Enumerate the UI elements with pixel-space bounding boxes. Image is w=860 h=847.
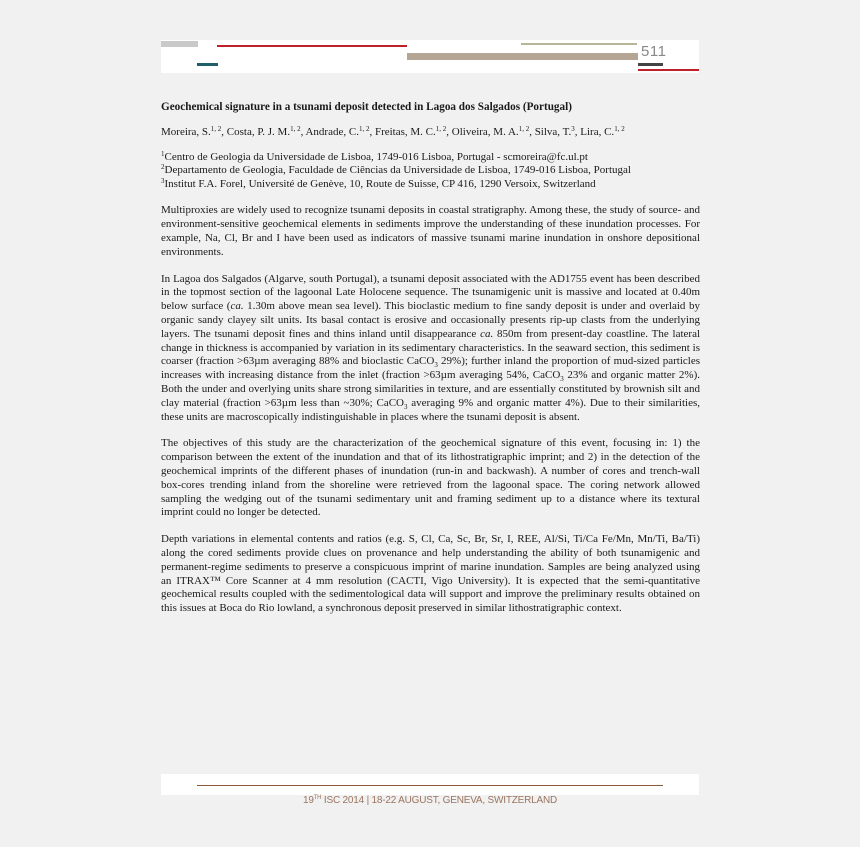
paragraph-methods: Depth variations in elemental contents and ratios (e.g. S, Cl, Ca, Sc, Br, Sr, I, REE, Al/Si, Ti/Ca Fe/Mn, Mn/Ti, Ba/Ti) along the cored sediments provide clues on provenance and help understanding the ability of both tsunamigenic and permanent-regime sediments to preserve a conspicuous imprint of marine inundation. Samples are being analyzed using an ITRAX™ Core Scanner at 4 mm resolution (CACTI, Vigo University). It is expected that the semi-quantitative geochemical results coupled with the sedimentological data will support and improve the preliminary results obtained on this issues at Boca do Rio lowland, a synchronous deposit preserved in similar lithostratigraphic context. (161, 533, 700, 615)
footer-rule (197, 785, 663, 786)
author: Oliveira, M. A. (451, 125, 519, 138)
author-affiliation-mark: 1, 2 (518, 124, 530, 133)
author: Freitas, M. C. (374, 125, 436, 138)
article (161, 101, 700, 629)
header-decor-bar (638, 69, 699, 71)
author-affiliation-mark: 1, 2 (290, 124, 301, 133)
paragraph-site: In Lagoa dos Salgados (Algarve, south Portugal), a tsunami deposit associated with the AD1755 event has been described in the topmost section of the lagoonal Late Holocene sequence. The tsunamigenic unit is massive and located at 0.40m below surface (ca. 1.30m above mean sea level). This bioclastic medium to fine sandy deposit is under and overlaid by organic sandy clayey silt units. Its basal contact is erosive and occasionally presents rip-up clasts from the underlying layers. The tsunami deposit fines and thins inland until disappearance ca. 850m from present-day coastline. The lateral change in thickness is accompanied by variation in its sedimentary characteristics. In the seaward section, this sediment is coarser (fraction >63µm averaging 88% and bioclastic CaCO$_3$ 29%); further inland the proportion of mud-sized particles increases with increasing distance from the inlet (fraction >63µm averaging 54%, CaCO$_3$ 23% and organic matter 2%). Both the under and overlying units share strong similarities in texture, and are essentially constituted by brownish silt and clay material (fraction >63µm less than ~30%; CaCO$_3$ averaging 9% and organic matter 4%). Due to their similarities, these units are macroscopically indistinguishable in places where the tsunami deposit is absent. (161, 272, 701, 423)
footer-conference: 19TH ISC 2014 | 18-22 AUGUST, GENEVA, SWITZERLAND (302, 795, 558, 806)
affiliation: $^2$Departamento de Geologia, Faculdade de Ciências da Universidade de Lisboa, 1749-016 Lisboa, Portugal (161, 163, 631, 177)
author-affiliation-mark: 1, 2 (210, 124, 222, 133)
author: Moreira, S. (161, 125, 211, 138)
header-decor-bar (197, 63, 218, 66)
paragraph-intro: Multiproxies are widely used to recognize tsunami deposits in coastal stratigraphy. Among these, the study of source- and environment-sensitive geochemical elements in sediments improve the understanding of these inundation processes. For example, Na, Cl, Br and I have been used as indicators of massive tsunami marine inundation in onshore depositional environments. (161, 204, 700, 258)
author-affiliation-mark: 1, 2 (614, 124, 625, 133)
author-affiliation-mark: 1, 2 (435, 124, 447, 133)
page-number: 511 (641, 43, 667, 60)
header-decor-bar (407, 53, 638, 60)
header-decor-bar (521, 43, 637, 45)
author: Silva, T. (534, 125, 572, 138)
author: Costa, P. J. M. (226, 125, 291, 138)
author: Andrade, C. (305, 125, 359, 138)
affiliation-list (161, 151, 700, 192)
affiliation: $^3$Institut F.A. Forel, Université de Genève, 10, Route de Suisse, CP 416, 1290 Versoix, Switzerland (161, 176, 596, 190)
author: Lira, C. (580, 125, 615, 138)
paragraph-objectives: The objectives of this study are the characterization of the geochemical signature of this event, focusing in: 1) the comparison between the extent of the inundation and that of its lithostratigraphic imprint; and 2) in the detection of the geochemical imprints of the different phases of inundation (run-in and backwash). A number of cores and trench-wall box-cores trending inland from the shoreline were retrieved from the lagoonal space. The coring network allowed sampling the wedging out of the tsunami sedimentary unit and framing sediment up to a distance where its textural imprint could no longer be detected. (161, 437, 700, 519)
author-affiliation-mark: 3 (571, 124, 575, 133)
author-list: Moreira, S.$^{1, 2}$, Costa, P. J. M.$^{1, 2}$, Andrade, C.$^{1, 2}$, Freitas, M. C.$^{1, 2}$, Oliveira, M. A.$^{1, 2}$, Silva, T.$^3$, Lira, C.$^{1, 2}$ (161, 124, 625, 138)
author-affiliation-mark: 1, 2 (358, 124, 370, 133)
header-decor-bar (638, 63, 663, 66)
header-decor-bar (217, 45, 407, 47)
article-title: Geochemical signature in a tsunami deposit detected in Lagoa dos Salgados (Portugal) (161, 101, 572, 113)
affiliation: $^1$Centro de Geologia da Universidade de Lisboa, 1749-016 Lisboa, Portugal - scmoreira@fc.ul.pt (161, 149, 588, 163)
header-decor-bar (161, 41, 198, 47)
